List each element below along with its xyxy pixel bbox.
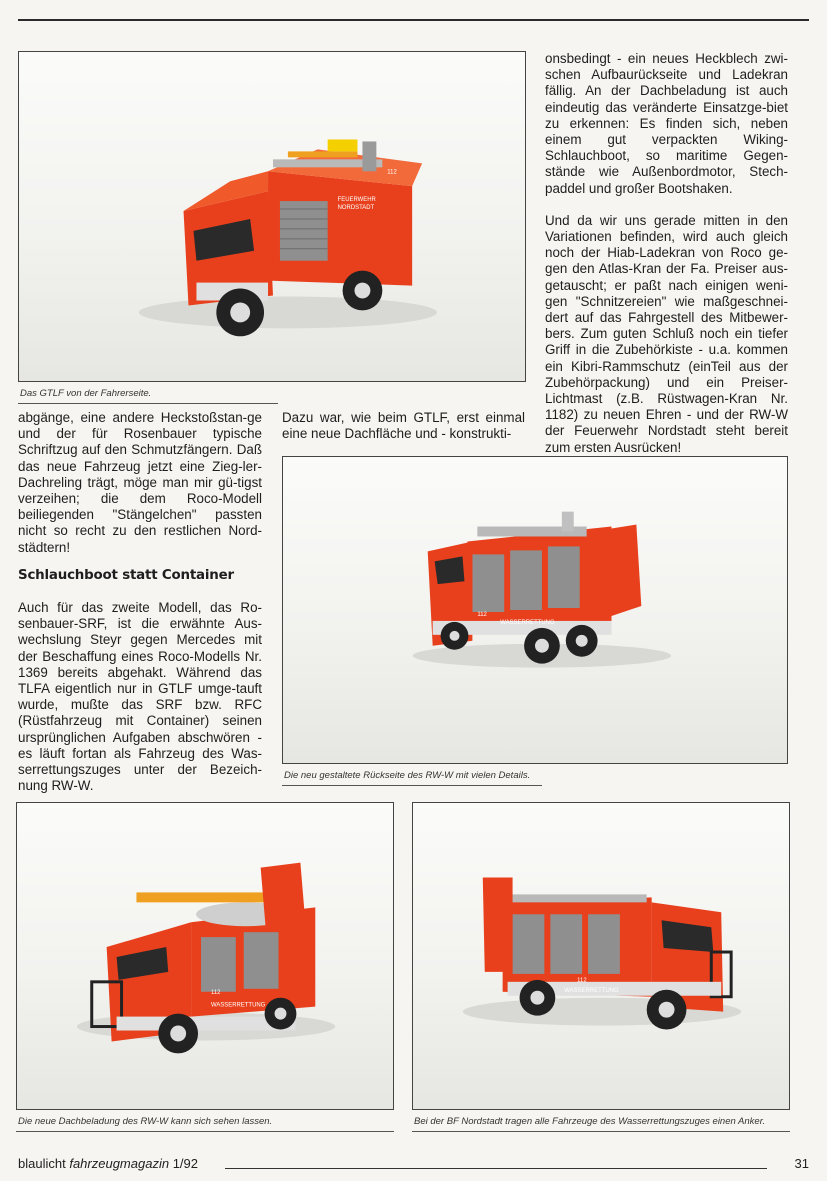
photo-rww-roof-load <box>16 802 394 1110</box>
column-1-lower <box>18 600 262 794</box>
fire-truck-gtlf-image <box>19 52 525 381</box>
fire-truck-rww-other-side-image <box>413 803 789 1109</box>
footer-publication <box>18 1156 198 1171</box>
footer-issue: 1/92 <box>172 1156 198 1171</box>
photo-rww-anchor <box>412 802 790 1110</box>
column-1 <box>18 410 262 556</box>
rww-marking-front: WASSERRETTUNG <box>564 987 619 994</box>
rww-number-side: 112 <box>210 989 221 996</box>
svg-text:NORDSTADT: NORDSTADT <box>337 205 375 212</box>
photo-rww-rear <box>282 456 788 764</box>
footer-brand: blaulicht <box>18 1156 66 1171</box>
col3-paragraph-2: Und da wir uns gerade mitten in den Variationen befinden, wird auch gleich noch der Hiab-Ladekran von Roco ge-gen den Atlas-Kran der Fa. Preiser aus-getauscht; er paßt nach einigen weni-gen "Schnitzereien" wie maßgeschnei-dert auf das Fahrgestell des Mitbewer-bers. Zum guten Schluß noch ein tiefer Griff in die Zubehörkiste - u.a. kommen ein Kibri-Rammschutz (einTeil aus der Zubehörpackung) und ein Preiser-Lichtmast (z.B. Rüstwagen-Kran Nr. 1182) zu neuen Ehren - und der RW-W der Feuerwehr Nordstadt steht bereit zum ersten Ausrücken! <box>545 212 788 455</box>
caption-4: Bei der BF Nordstadt tragen alle Fahrzeuge des Wasserrettungszuges einen Anker. <box>414 1116 766 1127</box>
photo-gtlf-driver-side <box>18 51 526 382</box>
rww-number-rear: 112 <box>477 611 487 618</box>
column-2-top <box>282 410 525 442</box>
rww-marking-rear: WASSERRETTUNG <box>500 619 555 626</box>
page-number: 31 <box>794 1156 809 1171</box>
col1-paragraph-1: abgänge, eine andere Heckstoßstan-ge und der für Rosenbauer typische Schriftzug auf den Schmutzfängern. Daß das neue Fahrzeug jetzt eine Zieg-ler-Dachreling trägt, möge man mir gü-tigst verzeihen; die dem Roco-Modell beiliegenden "Stängelchen" passten nicht so recht zu den restlichen Nord-städtern! <box>18 410 262 555</box>
col3-paragraph-1: onsbedingt - ein neues Heckblech zwi-schen Aufbaurückseite und Ladekran fällig. An der Dachbeladung ist auch eindeutig das veränderte Einsatzge-biet zu erkennen: Es finden sich, neben einem gut verpackten Wiking-Schlauchboot, so maritime Gegen-stände wie Außenbordmotor, Stech-paddel und großer Bootshaken. <box>545 51 788 196</box>
col2-paragraph-1: Dazu war, wie beim GTLF, erst einmal eine neue Dachfläche und - konstrukti- <box>282 410 525 442</box>
top-rule <box>18 19 809 21</box>
rww-marking-side: WASSERRETTUNG <box>210 1002 266 1009</box>
caption-1: Das GTLF von der Fahrerseite. <box>20 388 152 399</box>
column-3-top <box>545 51 788 456</box>
footer-magazine: fahrzeugmagazin <box>69 1156 170 1171</box>
caption-3-rule <box>16 1131 394 1132</box>
caption-4-rule <box>412 1131 790 1132</box>
caption-3: Die neue Dachbeladung des RW-W kann sich sehen lassen. <box>18 1116 273 1127</box>
gtlf-door-marking: FEUERWEHR <box>337 197 376 204</box>
gtlf-number: 112 <box>387 169 397 176</box>
col1-paragraph-2: Auch für das zweite Modell, das Ro-senbauer-SRF, ist die erwähnte Aus-wechslung Steyr gegen Mercedes mit der Beschaffung eines Roco-Modells Nr. 1369 bereits abgehakt. Während das TLFA eigentlich nur in GTLF umge-tauft wurde, mußte das SRF bzw. RFC (Rüstfahrzeug mit Container) seinen ursprünglichen Aufgaben abschwören - es läuft fortan als Fahrzeug des Was-serrettungszuges unter der Bezeich-nung RW-W. <box>18 600 262 794</box>
rww-number-front: 112 <box>577 977 587 984</box>
footer-rule <box>225 1168 767 1169</box>
caption-2: Die neu gestaltete Rückseite des RW-W mit vielen Details. <box>284 770 531 781</box>
section-heading: Schlauchboot statt Container <box>18 568 234 583</box>
caption-1-rule <box>18 403 278 404</box>
fire-truck-rww-front-image <box>17 803 393 1109</box>
fire-truck-rww-rear-image <box>283 457 787 763</box>
caption-2-rule <box>282 785 542 786</box>
